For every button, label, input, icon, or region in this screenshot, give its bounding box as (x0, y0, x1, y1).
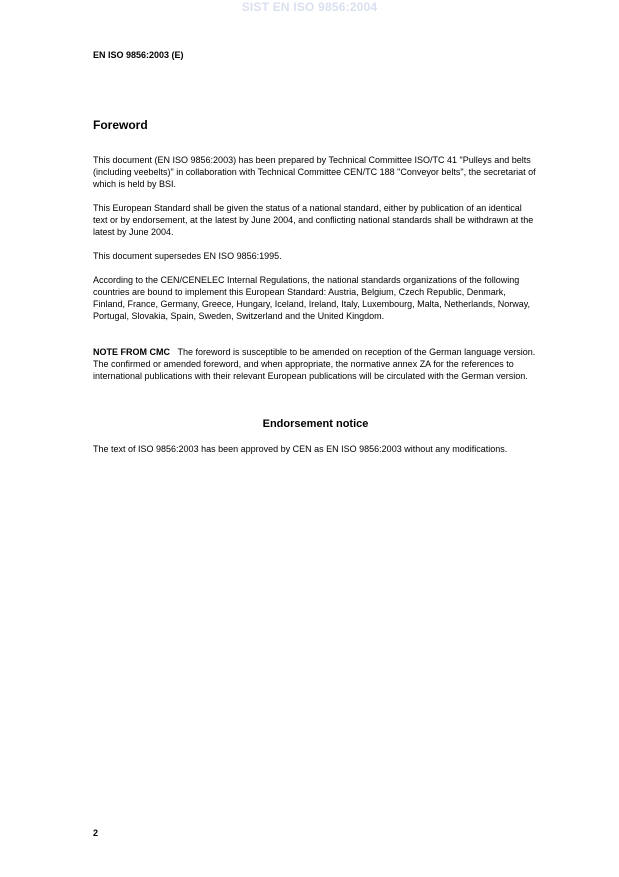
endorsement-text: The text of ISO 9856:2003 has been approved by CEN as EN ISO 9856:2003 without any modifications. (93, 444, 508, 454)
foreword-heading: Foreword (93, 118, 148, 132)
page-number: 2 (93, 828, 99, 838)
foreword-paragraph: This document supersedes EN ISO 9856:1995. (93, 251, 282, 261)
note-text: The foreword is susceptible to be amended on reception of the German language version. The confirmed or amended foreword, and when appropriate, the normative annex ZA for the references to international publications with their relevant European publications will be circulated with the German version. (93, 347, 536, 381)
foreword-paragraph: This document (EN ISO 9856:2003) has been prepared by Technical Committee ISO/TC 41 "Pulleys and belts (including veebelts)" in collaboration with Technical Committee CEN/TC 188 "Conveyor belts", the secretariat of which is held by BSI. (93, 155, 536, 189)
watermark: SIST EN ISO 9856:2004 (241, 0, 378, 14)
note-from-cmc (93, 346, 538, 382)
endorsement-heading: Endorsement notice (262, 418, 369, 430)
document-identifier: EN ISO 9856:2003 (E) (93, 50, 184, 60)
foreword-paragraph: According to the CEN/CENELEC Internal Regulations, the national standards organizations of the following countries are bound to implement this European Standard: Austria, Belgium, Czech Republic, Denmark, Finland, France, Germany, Greece, Hungary, Iceland, Ireland, Italy, Luxembourg, Malta, Netherlands, Norway, Portugal, Slovakia, Spain, Sweden, Switzerland and the United Kingdom. (93, 275, 531, 321)
foreword-paragraph: This European Standard shall be given the status of a national standard, either by publication of an identical text or by endorsement, at the latest by June 2004, and conflicting national standards shall be withdrawn at the latest by June 2004. (93, 203, 534, 237)
note-label: NOTE FROM CMC (93, 347, 170, 357)
